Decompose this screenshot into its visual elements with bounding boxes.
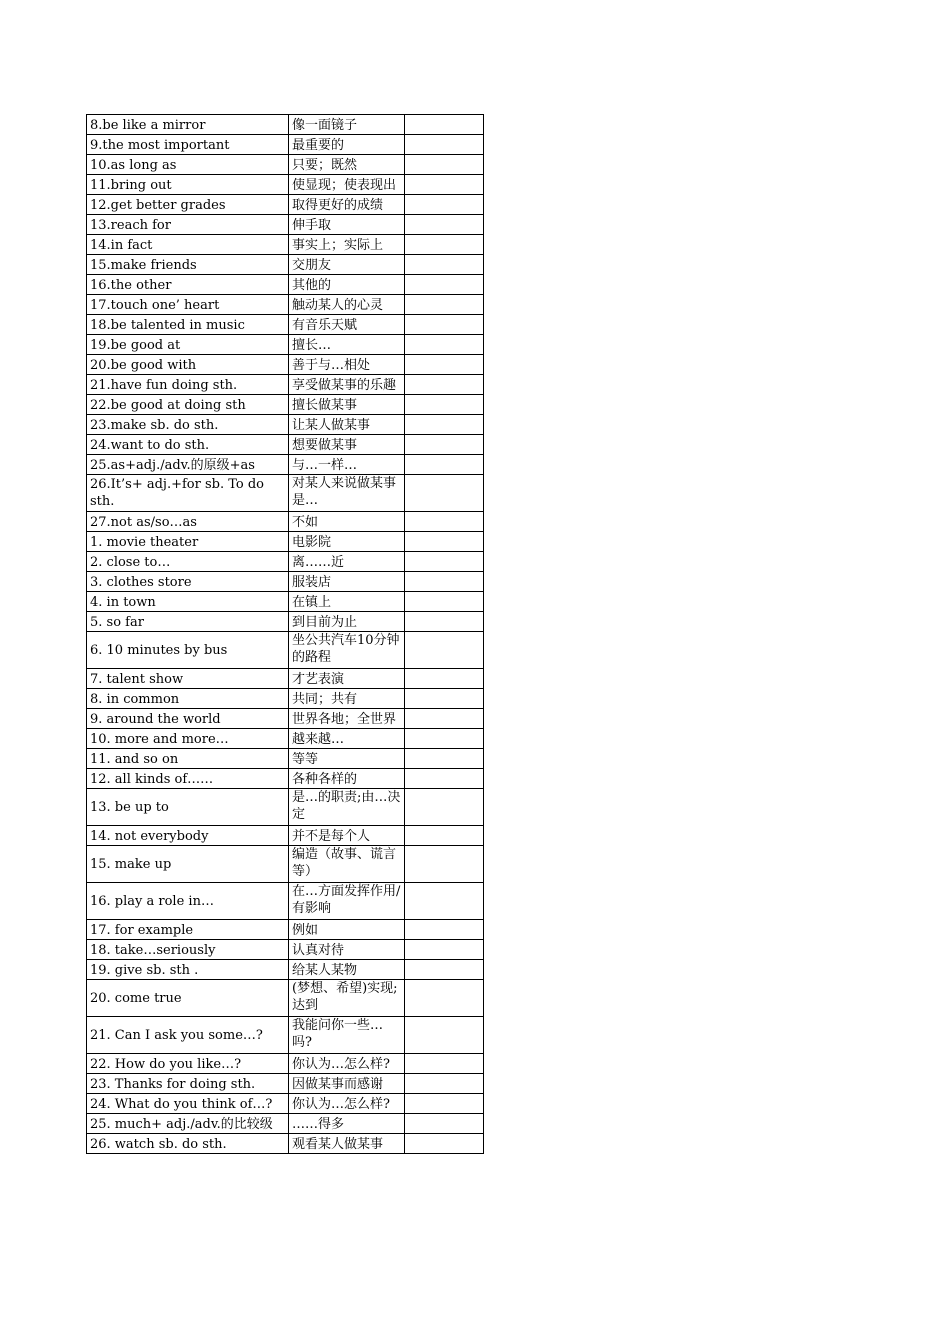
chinese-meaning: 其他的 xyxy=(292,278,332,293)
blank-cell xyxy=(405,1074,484,1094)
table-row xyxy=(87,1094,484,1114)
blank-cell xyxy=(405,175,484,195)
chinese-meaning-cell xyxy=(289,295,405,315)
table-row xyxy=(87,826,484,846)
table-row xyxy=(87,275,484,295)
chinese-meaning-cell xyxy=(289,669,405,689)
english-phrase-cell xyxy=(87,355,289,375)
table-row xyxy=(87,435,484,455)
chinese-meaning: 并不是每个人 xyxy=(292,829,371,844)
english-phrase: 13.reach for xyxy=(90,218,171,233)
english-phrase-cell xyxy=(87,315,289,335)
blank-cell xyxy=(405,1134,484,1154)
english-phrase: 12. all kinds of…… xyxy=(90,772,214,787)
chinese-meaning: 触动某人的心灵 xyxy=(292,298,384,313)
chinese-meaning-cell xyxy=(289,1017,405,1054)
table-row xyxy=(87,215,484,235)
chinese-meaning: 服装店 xyxy=(292,575,332,590)
english-phrase: 10.as long as xyxy=(90,158,177,173)
chinese-meaning: 你认为…怎么样? xyxy=(292,1097,390,1112)
chinese-meaning-cell xyxy=(289,255,405,275)
blank-cell xyxy=(405,455,484,475)
english-phrase: 17. for example xyxy=(90,923,194,938)
chinese-meaning-cell xyxy=(289,1134,405,1154)
blank-cell xyxy=(405,572,484,592)
english-phrase: 7. talent show xyxy=(90,672,184,687)
blank-cell xyxy=(405,552,484,572)
english-phrase: 20. come true xyxy=(90,990,182,1006)
chinese-meaning: 各种各样的 xyxy=(292,772,358,787)
table-row xyxy=(87,295,484,315)
chinese-meaning: 伸手取 xyxy=(292,218,332,233)
chinese-meaning-cell xyxy=(289,215,405,235)
blank-cell xyxy=(405,355,484,375)
chinese-meaning-cell xyxy=(289,940,405,960)
table-row xyxy=(87,572,484,592)
english-phrase: 10. more and more… xyxy=(90,732,229,747)
chinese-meaning: 到目前为止 xyxy=(292,615,358,630)
table-row xyxy=(87,592,484,612)
blank-cell xyxy=(405,940,484,960)
table-row xyxy=(87,769,484,789)
english-phrase: 14.in fact xyxy=(90,238,153,253)
english-phrase: 21. Can I ask you some…? xyxy=(90,1027,263,1043)
chinese-meaning-cell xyxy=(289,115,405,135)
english-phrase: 24.want to do sth. xyxy=(90,438,210,453)
table-row xyxy=(87,415,484,435)
chinese-meaning: 给某人某物 xyxy=(292,963,358,978)
chinese-meaning: 使显现；使表现出 xyxy=(292,178,397,193)
chinese-meaning: (梦想、希望)实现;达到 xyxy=(292,981,398,1013)
english-phrase-cell xyxy=(87,255,289,275)
chinese-meaning-cell xyxy=(289,235,405,255)
chinese-meaning-cell xyxy=(289,632,405,669)
english-phrase-cell xyxy=(87,940,289,960)
english-phrase: 8. in common xyxy=(90,692,180,707)
english-phrase: 11. and so on xyxy=(90,752,179,767)
english-phrase-cell xyxy=(87,115,289,135)
english-phrase: 18. take…seriously xyxy=(90,943,216,958)
english-phrase-cell xyxy=(87,769,289,789)
english-phrase-cell xyxy=(87,689,289,709)
chinese-meaning: 你认为…怎么样? xyxy=(292,1057,390,1072)
blank-cell xyxy=(405,749,484,769)
english-phrase: 5. so far xyxy=(90,615,144,630)
english-phrase-cell xyxy=(87,532,289,552)
blank-cell xyxy=(405,632,484,669)
table-row xyxy=(87,960,484,980)
chinese-meaning: 观看某人做某事 xyxy=(292,1137,384,1152)
chinese-meaning: ……得多 xyxy=(292,1117,345,1132)
table-row xyxy=(87,315,484,335)
table-row xyxy=(87,255,484,275)
blank-cell xyxy=(405,729,484,749)
table-row xyxy=(87,195,484,215)
blank-cell xyxy=(405,275,484,295)
blank-cell xyxy=(405,846,484,883)
english-phrase-cell xyxy=(87,295,289,315)
blank-cell xyxy=(405,769,484,789)
blank-cell xyxy=(405,215,484,235)
blank-cell xyxy=(405,395,484,415)
vocabulary-table xyxy=(86,114,484,1154)
chinese-meaning-cell xyxy=(289,883,405,920)
blank-cell xyxy=(405,789,484,826)
english-phrase: 15. make up xyxy=(90,856,172,872)
table-row xyxy=(87,729,484,749)
chinese-meaning: 让某人做某事 xyxy=(292,418,371,433)
english-phrase-cell xyxy=(87,1094,289,1114)
english-phrase: 12.get better grades xyxy=(90,198,226,213)
table-row xyxy=(87,612,484,632)
chinese-meaning-cell xyxy=(289,1114,405,1134)
table-row xyxy=(87,789,484,826)
chinese-meaning-cell xyxy=(289,315,405,335)
vocabulary-table-body xyxy=(87,115,484,1154)
chinese-meaning-cell xyxy=(289,512,405,532)
blank-cell xyxy=(405,375,484,395)
blank-cell xyxy=(405,592,484,612)
chinese-meaning: 取得更好的成绩 xyxy=(292,198,384,213)
english-phrase-cell xyxy=(87,275,289,295)
english-phrase: 17.touch one’ heart xyxy=(90,298,220,313)
blank-cell xyxy=(405,295,484,315)
blank-cell xyxy=(405,155,484,175)
table-row xyxy=(87,1134,484,1154)
blank-cell xyxy=(405,1017,484,1054)
english-phrase-cell xyxy=(87,669,289,689)
english-phrase-cell xyxy=(87,135,289,155)
chinese-meaning: 我能问你一些…吗? xyxy=(292,1018,384,1050)
table-row xyxy=(87,155,484,175)
english-phrase-cell xyxy=(87,335,289,355)
english-phrase: 19.be good at xyxy=(90,338,181,353)
chinese-meaning-cell xyxy=(289,980,405,1017)
english-phrase: 22. How do you like…? xyxy=(90,1057,242,1072)
table-row xyxy=(87,355,484,375)
chinese-meaning-cell xyxy=(289,920,405,940)
chinese-meaning-cell xyxy=(289,826,405,846)
english-phrase-cell xyxy=(87,415,289,435)
chinese-meaning: 与…一样… xyxy=(292,458,358,473)
chinese-meaning-cell xyxy=(289,435,405,455)
blank-cell xyxy=(405,689,484,709)
chinese-meaning-cell xyxy=(289,572,405,592)
english-phrase-cell xyxy=(87,1054,289,1074)
chinese-meaning-cell xyxy=(289,175,405,195)
chinese-meaning: 在…方面发挥作用/有影响 xyxy=(292,884,401,916)
table-row xyxy=(87,395,484,415)
table-row xyxy=(87,689,484,709)
english-phrase-cell xyxy=(87,632,289,669)
english-phrase: 16.the other xyxy=(90,278,172,293)
chinese-meaning: 善于与…相处 xyxy=(292,358,371,373)
english-phrase: 11.bring out xyxy=(90,178,172,193)
english-phrase-cell xyxy=(87,572,289,592)
english-phrase: 23.make sb. do sth. xyxy=(90,418,219,433)
blank-cell xyxy=(405,435,484,455)
table-row xyxy=(87,980,484,1017)
blank-cell xyxy=(405,826,484,846)
table-row xyxy=(87,940,484,960)
chinese-meaning-cell xyxy=(289,475,405,512)
english-phrase-cell xyxy=(87,195,289,215)
chinese-meaning-cell xyxy=(289,960,405,980)
chinese-meaning-cell xyxy=(289,552,405,572)
table-row xyxy=(87,335,484,355)
chinese-meaning-cell xyxy=(289,155,405,175)
chinese-meaning-cell xyxy=(289,1054,405,1074)
blank-cell xyxy=(405,335,484,355)
blank-cell xyxy=(405,512,484,532)
blank-cell xyxy=(405,612,484,632)
chinese-meaning-cell xyxy=(289,1094,405,1114)
english-phrase: 21.have fun doing sth. xyxy=(90,378,238,393)
chinese-meaning: 只要；既然 xyxy=(292,158,358,173)
table-row xyxy=(87,235,484,255)
english-phrase-cell xyxy=(87,512,289,532)
chinese-meaning: 享受做某事的乐趣 xyxy=(292,378,397,393)
english-phrase-cell xyxy=(87,552,289,572)
english-phrase-cell xyxy=(87,215,289,235)
chinese-meaning: 在镇上 xyxy=(292,595,332,610)
english-phrase-cell xyxy=(87,883,289,920)
english-phrase-cell xyxy=(87,980,289,1017)
table-row xyxy=(87,749,484,769)
chinese-meaning-cell xyxy=(289,769,405,789)
english-phrase-cell xyxy=(87,235,289,255)
table-row xyxy=(87,475,484,512)
chinese-meaning: 世界各地；全世界 xyxy=(292,712,397,727)
blank-cell xyxy=(405,475,484,512)
chinese-meaning: 离……近 xyxy=(292,555,345,570)
blank-cell xyxy=(405,255,484,275)
blank-cell xyxy=(405,415,484,435)
table-row xyxy=(87,375,484,395)
chinese-meaning-cell xyxy=(289,709,405,729)
english-phrase: 27.not as/so…as xyxy=(90,515,197,530)
chinese-meaning-cell xyxy=(289,455,405,475)
english-phrase: 4. in town xyxy=(90,595,156,610)
table-row xyxy=(87,920,484,940)
chinese-meaning: 认真对待 xyxy=(292,943,345,958)
chinese-meaning-cell xyxy=(289,375,405,395)
english-phrase: 9. around the world xyxy=(90,712,221,727)
english-phrase: 1. movie theater xyxy=(90,535,199,550)
blank-cell xyxy=(405,669,484,689)
table-row xyxy=(87,846,484,883)
table-row xyxy=(87,1054,484,1074)
chinese-meaning-cell xyxy=(289,195,405,215)
blank-cell xyxy=(405,235,484,255)
english-phrase-cell xyxy=(87,729,289,749)
table-row xyxy=(87,632,484,669)
table-row xyxy=(87,115,484,135)
chinese-meaning: 编造（故事、谎言等） xyxy=(292,847,397,879)
english-phrase: 20.be good with xyxy=(90,358,197,373)
chinese-meaning: 越来越… xyxy=(292,732,345,747)
table-row xyxy=(87,512,484,532)
english-phrase: 23. Thanks for doing sth. xyxy=(90,1077,256,1092)
chinese-meaning-cell xyxy=(289,415,405,435)
english-phrase: 3. clothes store xyxy=(90,575,192,590)
blank-cell xyxy=(405,980,484,1017)
blank-cell xyxy=(405,1054,484,1074)
table-row xyxy=(87,1114,484,1134)
english-phrase-cell xyxy=(87,826,289,846)
english-phrase: 25. much+ adj./adv.的比较级 xyxy=(90,1117,273,1132)
english-phrase: 26. watch sb. do sth. xyxy=(90,1137,227,1152)
table-row xyxy=(87,532,484,552)
blank-cell xyxy=(405,532,484,552)
chinese-meaning: 擅长… xyxy=(292,338,332,353)
english-phrase-cell xyxy=(87,1074,289,1094)
chinese-meaning: 事实上；实际上 xyxy=(292,238,384,253)
english-phrase-cell xyxy=(87,375,289,395)
english-phrase: 8.be like a mirror xyxy=(90,118,206,133)
chinese-meaning: 坐公共汽车10分钟的路程 xyxy=(292,633,400,665)
blank-cell xyxy=(405,315,484,335)
chinese-meaning-cell xyxy=(289,749,405,769)
english-phrase: 13. be up to xyxy=(90,799,169,815)
english-phrase: 16. play a role in… xyxy=(90,893,214,909)
chinese-meaning-cell xyxy=(289,135,405,155)
blank-cell xyxy=(405,1094,484,1114)
table-row xyxy=(87,135,484,155)
chinese-meaning: 擅长做某事 xyxy=(292,398,358,413)
english-phrase: 19. give sb. sth . xyxy=(90,963,199,978)
chinese-meaning: 等等 xyxy=(292,752,319,767)
chinese-meaning: 是…的职责;由…决定 xyxy=(292,790,401,822)
chinese-meaning: 例如 xyxy=(292,923,319,938)
table-row xyxy=(87,175,484,195)
blank-cell xyxy=(405,883,484,920)
chinese-meaning-cell xyxy=(289,612,405,632)
english-phrase-cell xyxy=(87,1017,289,1054)
chinese-meaning: 才艺表演 xyxy=(292,672,345,687)
chinese-meaning-cell xyxy=(289,355,405,375)
chinese-meaning-cell xyxy=(289,592,405,612)
english-phrase: 18.be talented in music xyxy=(90,318,245,333)
chinese-meaning-cell xyxy=(289,1074,405,1094)
chinese-meaning: 想要做某事 xyxy=(292,438,358,453)
chinese-meaning: 像一面镜子 xyxy=(292,118,358,133)
english-phrase-cell xyxy=(87,846,289,883)
table-row xyxy=(87,669,484,689)
chinese-meaning-cell xyxy=(289,729,405,749)
chinese-meaning: 不如 xyxy=(292,515,319,530)
chinese-meaning-cell xyxy=(289,689,405,709)
table-row xyxy=(87,883,484,920)
english-phrase-cell xyxy=(87,175,289,195)
chinese-meaning: 电影院 xyxy=(292,535,332,550)
english-phrase: 9.the most important xyxy=(90,138,230,153)
english-phrase-cell xyxy=(87,155,289,175)
chinese-meaning: 共同；共有 xyxy=(292,692,358,707)
english-phrase: 25.as+adj./adv.的原级+as xyxy=(90,458,255,473)
chinese-meaning-cell xyxy=(289,532,405,552)
chinese-meaning: 最重要的 xyxy=(292,138,345,153)
english-phrase-cell xyxy=(87,612,289,632)
english-phrase-cell xyxy=(87,475,289,512)
chinese-meaning: 因做某事而感谢 xyxy=(292,1077,384,1092)
english-phrase: 6. 10 minutes by bus xyxy=(90,642,228,658)
table-row xyxy=(87,455,484,475)
chinese-meaning-cell xyxy=(289,335,405,355)
blank-cell xyxy=(405,1114,484,1134)
english-phrase: 26.It’s+ adj.+for sb. To do sth. xyxy=(90,477,265,509)
english-phrase: 14. not everybody xyxy=(90,829,209,844)
english-phrase-cell xyxy=(87,592,289,612)
english-phrase-cell xyxy=(87,789,289,826)
chinese-meaning: 有音乐天赋 xyxy=(292,318,358,333)
english-phrase-cell xyxy=(87,435,289,455)
english-phrase-cell xyxy=(87,709,289,729)
english-phrase-cell xyxy=(87,960,289,980)
chinese-meaning-cell xyxy=(289,789,405,826)
chinese-meaning: 对某人来说做某事是… xyxy=(292,476,397,508)
table-row xyxy=(87,552,484,572)
chinese-meaning-cell xyxy=(289,395,405,415)
table-row xyxy=(87,1017,484,1054)
english-phrase: 2. close to… xyxy=(90,555,171,570)
english-phrase-cell xyxy=(87,1134,289,1154)
table-row xyxy=(87,709,484,729)
english-phrase: 24. What do you think of…? xyxy=(90,1097,273,1112)
blank-cell xyxy=(405,709,484,729)
blank-cell xyxy=(405,195,484,215)
chinese-meaning-cell xyxy=(289,846,405,883)
english-phrase-cell xyxy=(87,455,289,475)
english-phrase-cell xyxy=(87,749,289,769)
english-phrase-cell xyxy=(87,920,289,940)
blank-cell xyxy=(405,920,484,940)
blank-cell xyxy=(405,135,484,155)
english-phrase: 15.make friends xyxy=(90,258,197,273)
blank-cell xyxy=(405,115,484,135)
chinese-meaning-cell xyxy=(289,275,405,295)
table-row xyxy=(87,1074,484,1094)
english-phrase: 22.be good at doing sth xyxy=(90,398,246,413)
blank-cell xyxy=(405,960,484,980)
chinese-meaning: 交朋友 xyxy=(292,258,332,273)
english-phrase-cell xyxy=(87,1114,289,1134)
english-phrase-cell xyxy=(87,395,289,415)
